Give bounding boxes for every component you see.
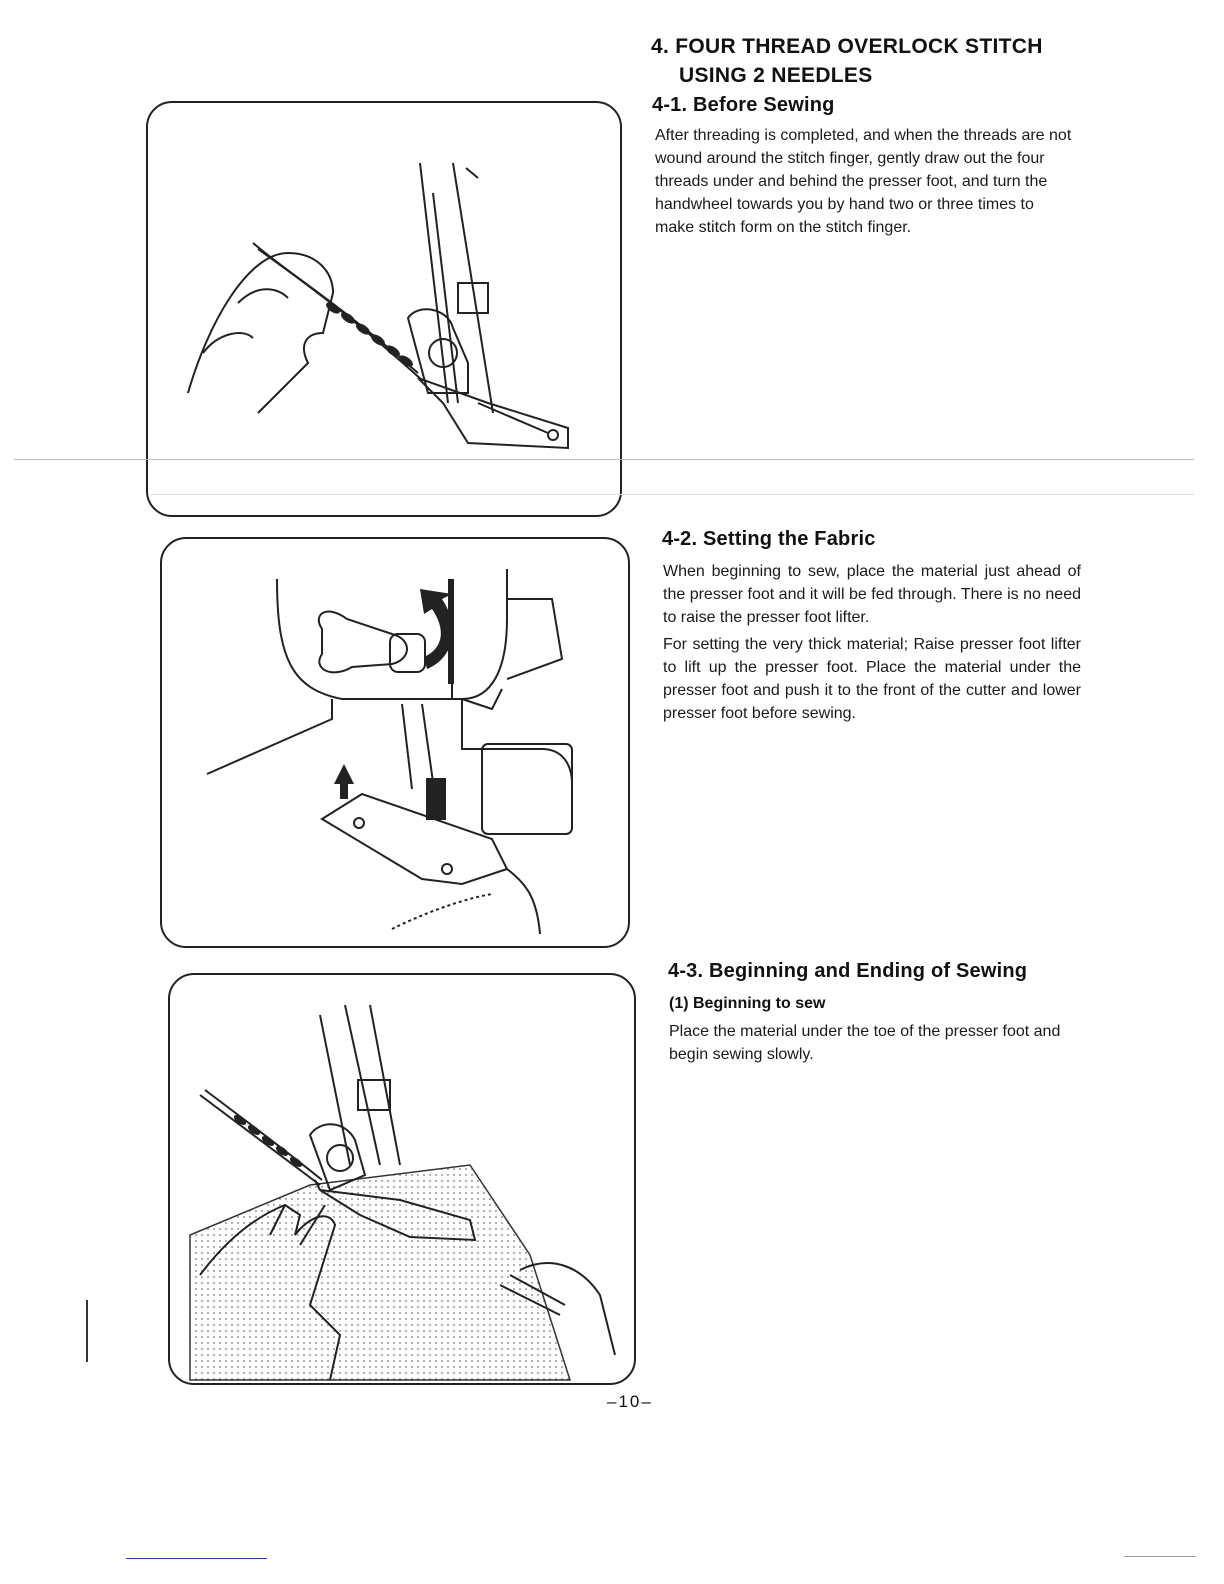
scan-edge-mark	[86, 1300, 88, 1362]
figure-thread-pull	[146, 101, 622, 517]
setting-fabric-text	[663, 560, 1081, 729]
setting-fabric-heading: 4-2. Setting the Fabric	[662, 528, 876, 550]
section-title-line1: 4. FOUR THREAD OVERLOCK STITCH	[651, 35, 1043, 58]
scan-rule-bottom	[150, 494, 1194, 495]
beginning-to-sew-text: Place the material under the toe of the presser foot and begin sewing slowly.	[669, 1023, 1061, 1063]
section-title-line2: USING 2 NEEDLES	[679, 64, 873, 87]
begin-sewing-illustration-icon	[170, 975, 634, 1383]
setting-fabric-para1: When beginning to sew, place the material just ahead of the presser foot and it will be fed through. There is no need to raise the presser foot lifter.	[663, 563, 1081, 626]
begin-end-heading: 4-3. Beginning and Ending of Sewing	[668, 960, 1028, 982]
presser-foot-lifter-illustration-icon	[162, 539, 628, 946]
scan-rule-top	[14, 459, 1194, 460]
before-sewing-text: After threading is completed, and when the threads are not wound around the stitch finger, gently draw out the four threads under and behind the presser foot, and turn the handwheel towards you by hand two or three times to make stitch form on the stitch finger.	[655, 127, 1072, 236]
section-title	[651, 32, 1171, 90]
beginning-to-sew-subheading: (1) Beginning to sew	[669, 995, 826, 1012]
figure-presser-foot-lifter	[160, 537, 630, 948]
thread-pull-illustration-icon	[148, 103, 620, 515]
bottom-right-rule	[1124, 1556, 1196, 1557]
page-number: –10–	[607, 1392, 653, 1411]
setting-fabric-para2: For setting the very thick material; Raise presser foot lifter to lift up the presser foot. Place the material under the presser foot and push it to the front of the cutter and lower presser foot before sewing.	[663, 636, 1081, 722]
bottom-underline	[126, 1558, 267, 1559]
figure-begin-sewing	[168, 973, 636, 1385]
before-sewing-heading: 4-1. Before Sewing	[652, 94, 835, 116]
